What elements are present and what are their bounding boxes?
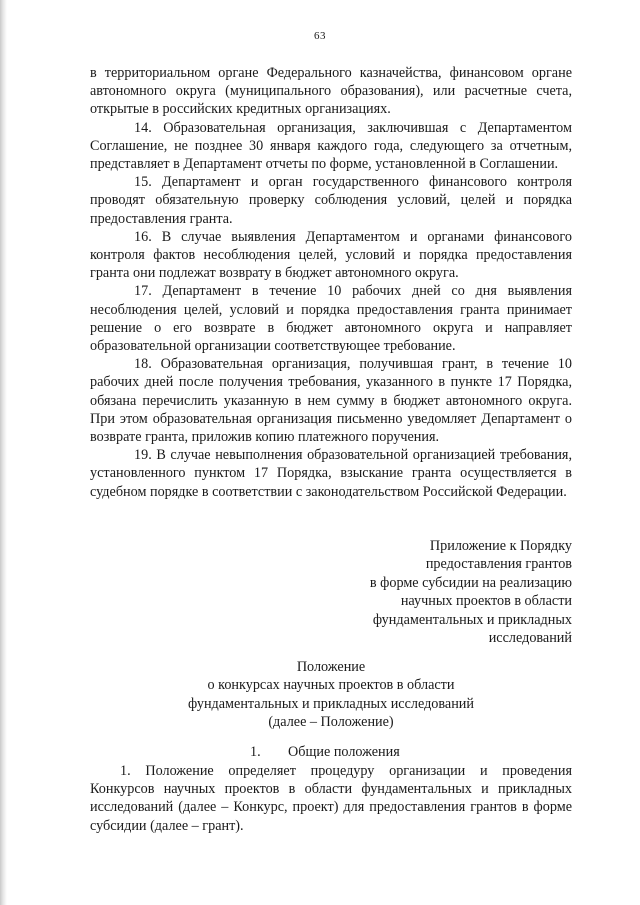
appendix-line: в форме субсидии на реализацию bbox=[369, 574, 572, 591]
paragraph-18: 18. Образовательная организация, получившая грант, в течение 10 рабочих дней после получения требования, указанного в пункте 17 Порядка, обязана перечислить указанную в нем сумму в бюджет автономного округа. При этом образовательная организация письменно уведомляет Департамент о возврате гранта, приложив копию платежного поручения. bbox=[90, 356, 572, 446]
appendix-line: Приложение к Порядку bbox=[429, 538, 572, 554]
appendix-line: фундаментальных и прикладных bbox=[372, 611, 572, 628]
document-title-line: (далее – Положение) bbox=[268, 714, 394, 731]
scan-edge-shadow bbox=[0, 0, 7, 905]
section-number: 1. bbox=[250, 744, 261, 760]
page-number: 63 bbox=[314, 30, 326, 42]
section-title: Общие положения bbox=[288, 744, 400, 760]
paragraph-15: 15. Департамент и орган государственного финансового контроля проводят обязательную проверку соблюдения условий, целей и порядка предоставления гранта. bbox=[90, 174, 572, 227]
body-text bbox=[90, 64, 572, 501]
document-title-line: Положение bbox=[296, 659, 366, 675]
appendix-line: исследований bbox=[488, 630, 572, 647]
paragraph-19: 19. В случае невыполнения образовательной организацией требования, установленного пунктом 17 Порядка, взыскание гранта осуществляется в судебном порядке в соответствии с законодательством Российской Федерации. bbox=[90, 447, 572, 500]
paragraph-17: 17. Департамент в течение 10 рабочих дней со дня выявления несоблюдения целей, условий и порядка предоставления гранта принимает решение о его возврате в бюджет автономного округа и направляет образовательной организации соответствующее требование. bbox=[90, 283, 572, 355]
document-title-line: фундаментальных и прикладных исследований bbox=[188, 695, 474, 712]
appendix-block bbox=[312, 537, 572, 647]
document-title-line: о конкурсах научных проектов в области bbox=[207, 677, 455, 694]
section-body bbox=[90, 762, 572, 835]
paragraph-14: 14. Образовательная организация, заключившая с Департаментом Соглашение, не позднее 30 января каждого года, следующего за отчетным, представляет в Департамент отчеты по форме, установленной в Соглашении. bbox=[90, 119, 572, 173]
section-paragraph-1: 1. Положение определяет процедуру организации и проведения Конкурсов научных проектов в области фундаментальных и прикладных исследований (далее – Конкурс, проект) для предоставления грантов в форме субсидии (далее – грант). bbox=[90, 763, 572, 834]
appendix-line: предоставления грантов bbox=[425, 556, 572, 573]
appendix-line: научных проектов в области bbox=[400, 593, 572, 610]
paragraph-continuation: в территориальном органе Федерального казначейства, финансовом органе автономного округа (муниципального образования), или расчетные счета, открытые в российских кредитных организациях. bbox=[90, 65, 572, 118]
paragraph-16: 16. В случае выявления Департаментом и органами финансового контроля фактов несоблюдения целей, условий и порядка предоставления гранта они подлежат возврату в бюджет автономного округа. bbox=[90, 228, 572, 282]
document-title bbox=[90, 658, 572, 732]
